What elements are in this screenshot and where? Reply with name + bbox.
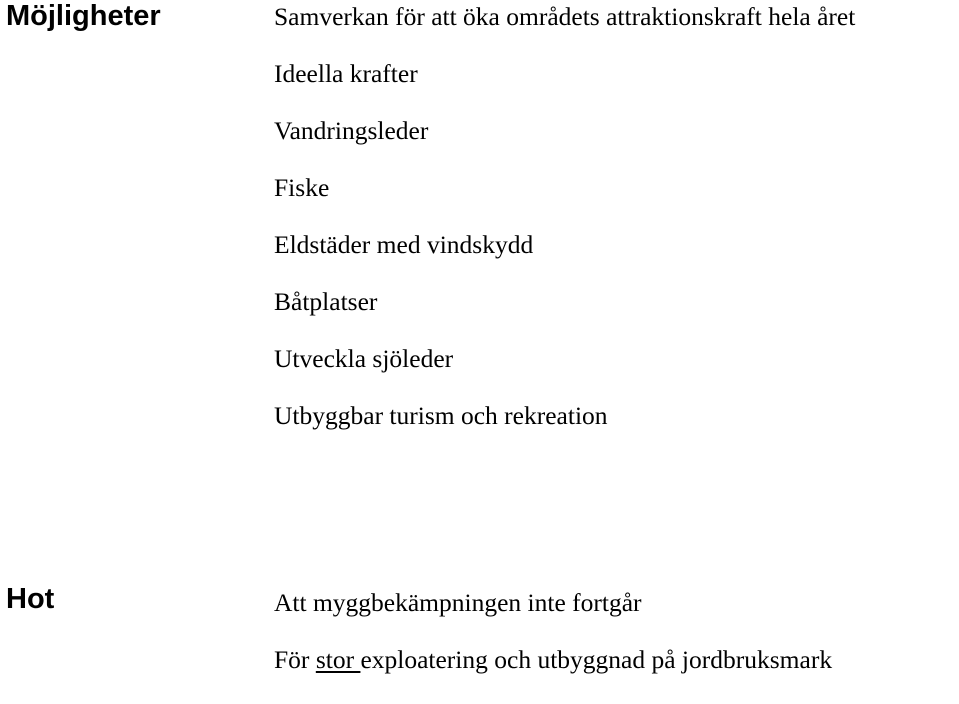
item-suffix: exploatering och utbyggnad på jordbruksmark: [360, 645, 833, 674]
list-item: Båtplatser: [274, 287, 378, 316]
list-item: Vandringsleder: [274, 116, 429, 145]
underlined-word: stor: [315, 645, 361, 674]
list-item: Utveckla sjöleder: [274, 344, 454, 373]
opportunities-heading: Möjligheter: [6, 0, 161, 32]
item-prefix: För: [274, 645, 316, 674]
list-item: Att myggbekämpningen inte fortgår: [274, 588, 642, 617]
threats-heading: Hot: [6, 583, 55, 615]
list-item: Samverkan för att öka områdets attraktionskraft hela året: [274, 2, 856, 31]
list-item: Utbyggbar turism och rekreation: [274, 401, 608, 430]
list-item: Fiske: [274, 173, 330, 202]
opportunities-list: [274, 4, 855, 460]
list-item: Eldstäder med vindskydd: [274, 230, 534, 259]
list-item: Ideella krafter: [274, 59, 418, 88]
threats-list: [274, 590, 832, 704]
list-item: [274, 647, 832, 704]
